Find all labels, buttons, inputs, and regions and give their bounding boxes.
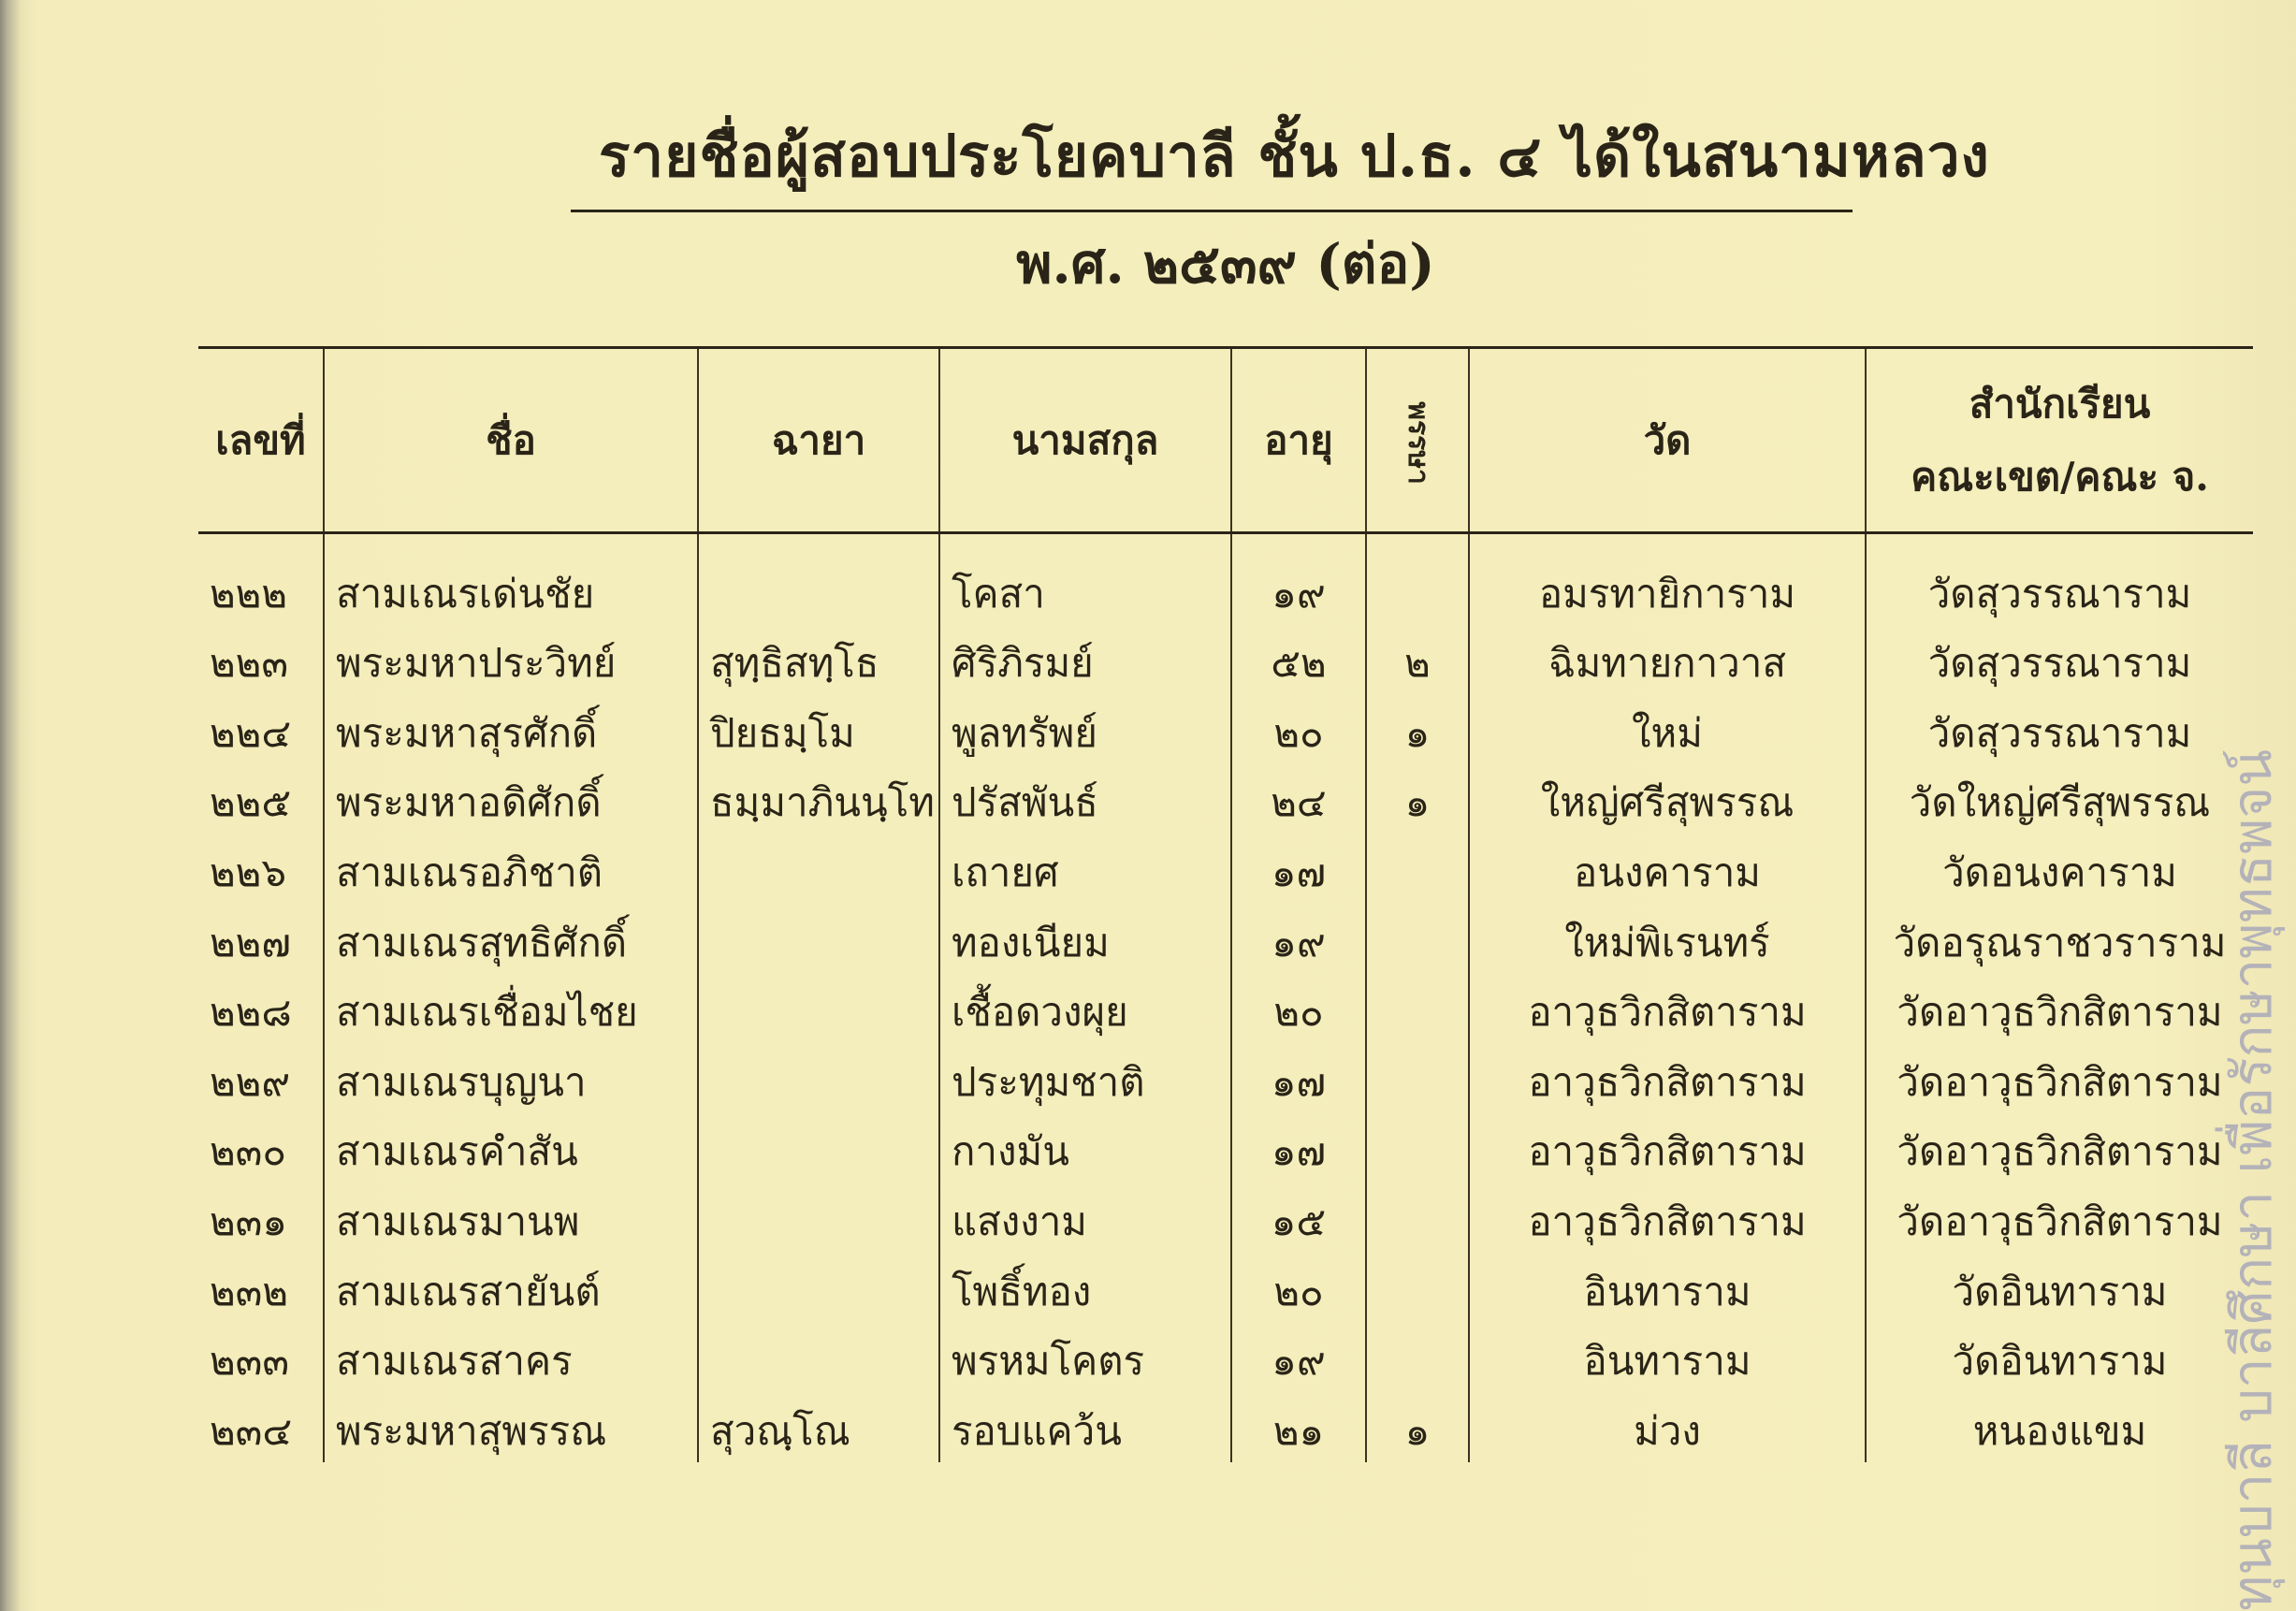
header-age: อายุ <box>1231 348 1366 533</box>
cell-age: ๑๙ <box>1231 904 1366 974</box>
table-row <box>198 1043 2253 1113</box>
table-row <box>198 1183 2253 1253</box>
header-school-line2: คณะเขต/คณะ จ. <box>1911 453 2209 500</box>
header-no: เลขที่ <box>198 348 324 533</box>
cell-alias <box>698 1253 939 1323</box>
cell-alias: สุวณฺโณ <box>698 1392 939 1462</box>
cell-name: สามเณรเชื่อมไชย <box>324 974 698 1044</box>
cell-school: วัดอรุณราชวราราม <box>1866 904 2253 974</box>
cell-alias: ธมฺมาภินนฺโท <box>698 764 939 835</box>
cell-age: ๑๙ <box>1231 533 1366 625</box>
cell-age: ๒๔ <box>1231 764 1366 835</box>
cell-no: ๒๓๑ <box>210 1197 288 1244</box>
cell-surname: เถายศ <box>939 834 1231 904</box>
cell-no: ๒๒๗ <box>210 919 291 965</box>
cell-temple: อาวุธวิกสิตาราม <box>1469 1043 1866 1113</box>
cell-age: ๑๗ <box>1231 834 1366 904</box>
cell-temple: อินทาราม <box>1469 1323 1866 1393</box>
cell-surname: ประทุมชาติ <box>939 1043 1231 1113</box>
cell-name: สามเณรสุทธิศักดิ์ <box>324 904 698 974</box>
cell-temple: อินทาราม <box>1469 1253 1866 1323</box>
cell-alias <box>698 834 939 904</box>
header-school <box>1866 348 2253 533</box>
cell-age: ๒๐ <box>1231 974 1366 1044</box>
cell-no: ๒๒๙ <box>210 1058 291 1105</box>
cell-alias <box>698 904 939 974</box>
cell-name: สามเณรสายันต์ <box>324 1253 698 1323</box>
cell-alias: สุทฺธิสทฺโธ <box>698 625 939 695</box>
cell-age: ๑๗ <box>1231 1113 1366 1183</box>
cell-alias <box>698 1183 939 1253</box>
cell-name: สามเณรอภิชาติ <box>324 834 698 904</box>
cell-no: ๒๓๐ <box>210 1128 287 1175</box>
cell-name: สามเณรมานพ <box>324 1183 698 1253</box>
cell-temple: อนงคาราม <box>1469 834 1866 904</box>
cell-grade: ๑ <box>1366 1392 1469 1462</box>
cell-school: วัดอาวุธวิกสิตาราม <box>1866 1113 2253 1183</box>
cell-grade <box>1366 1183 1469 1253</box>
cell-alias: ปิยธมฺโม <box>698 694 939 764</box>
table-row <box>198 694 2253 764</box>
cell-school: วัดอาวุธวิกสิตาราม <box>1866 974 2253 1044</box>
cell-temple: ฉิมทายกาวาส <box>1469 625 1866 695</box>
cell-age: ๑๙ <box>1231 1323 1366 1393</box>
cell-grade: ๑ <box>1366 694 1469 764</box>
cell-surname: พูลทรัพย์ <box>939 694 1231 764</box>
watermark-text: ทุนบาลี บาลีศึกษา เพื่อรักษาพุทธพจน์ <box>2220 748 2284 1611</box>
cell-temple: อมรทายิการาม <box>1469 533 1866 625</box>
header-surname: นามสกุล <box>939 348 1231 533</box>
cell-grade <box>1366 974 1469 1044</box>
cell-grade <box>1366 1043 1469 1113</box>
header-alias: ฉายา <box>698 348 939 533</box>
cell-no: ๒๒๘ <box>210 989 292 1036</box>
cell-grade: ๑ <box>1366 764 1469 835</box>
cell-surname: รอบแคว้น <box>939 1392 1231 1462</box>
table-row <box>198 533 2253 625</box>
cell-grade <box>1366 904 1469 974</box>
cell-temple: ใหม่พิเรนทร์ <box>1469 904 1866 974</box>
cell-no: ๒๒๕ <box>210 779 292 826</box>
table-header-row <box>198 348 2253 533</box>
cell-temple: อาวุธวิกสิตาราม <box>1469 1183 1866 1253</box>
cell-alias <box>698 974 939 1044</box>
table-row <box>198 1392 2253 1462</box>
cell-surname: โพธิ์ทอง <box>939 1253 1231 1323</box>
cell-grade: ๒ <box>1366 625 1469 695</box>
cell-name: สามเณรเด่นชัย <box>324 533 698 625</box>
cell-name: สามเณรสาคร <box>324 1323 698 1393</box>
cell-grade <box>1366 1253 1469 1323</box>
cell-surname: กางมัน <box>939 1113 1231 1183</box>
cell-age: ๑๗ <box>1231 1043 1366 1113</box>
table-row <box>198 625 2253 695</box>
cell-no: ๒๓๒ <box>210 1268 289 1314</box>
cell-school: วัดสุวรรณาราม <box>1866 625 2253 695</box>
cell-age: ๕๒ <box>1231 625 1366 695</box>
cell-grade <box>1366 533 1469 625</box>
table-row <box>198 834 2253 904</box>
cell-surname: ปรัสพันธ์ <box>939 764 1231 835</box>
cell-school: วัดอาวุธวิกสิตาราม <box>1866 1183 2253 1253</box>
cell-no: ๒๒๓ <box>210 640 289 687</box>
cell-no: ๒๓๓ <box>210 1338 290 1385</box>
cell-grade <box>1366 834 1469 904</box>
table-row <box>198 1323 2253 1393</box>
cell-school: วัดอินทาราม <box>1866 1253 2253 1323</box>
table-row <box>198 904 2253 974</box>
cell-surname: เชื้อดวงผุย <box>939 974 1231 1044</box>
cell-no: ๒๒๔ <box>210 709 292 756</box>
cell-school: วัดอนงคาราม <box>1866 834 2253 904</box>
cell-temple: ใหม่ <box>1469 694 1866 764</box>
cell-temple: ม่วง <box>1469 1392 1866 1462</box>
cell-alias <box>698 1043 939 1113</box>
cell-surname: โคสา <box>939 533 1231 625</box>
cell-name: สามเณรบุญนา <box>324 1043 698 1113</box>
cell-no: ๒๒๒ <box>210 570 288 617</box>
table-row <box>198 974 2253 1044</box>
table-row <box>198 1253 2253 1323</box>
page-subtitle: พ.ศ. ๒๕๓๙ (ต่อ) <box>1016 232 1435 296</box>
cell-school: หนองแขม <box>1866 1392 2253 1462</box>
cell-name: พระมหาสุรศักดิ์ <box>324 694 698 764</box>
cell-alias <box>698 1323 939 1393</box>
cell-name: สามเณรคำสัน <box>324 1113 698 1183</box>
title-underline <box>571 210 1853 212</box>
cell-surname: ทองเนียม <box>939 904 1231 974</box>
cell-age: ๒๐ <box>1231 1253 1366 1323</box>
table-row <box>198 1113 2253 1183</box>
cell-surname: ศิริภิรมย์ <box>939 625 1231 695</box>
cell-school: วัดสุวรรณาราม <box>1866 533 2253 625</box>
cell-school: วัดอินทาราม <box>1866 1323 2253 1393</box>
cell-no: ๒๒๖ <box>210 849 287 895</box>
header-grade <box>1366 348 1469 533</box>
cell-no: ๒๓๔ <box>210 1407 293 1454</box>
cell-temple: อาวุธวิกสิตาราม <box>1469 1113 1866 1183</box>
cell-name: พระมหาประวิทย์ <box>324 625 698 695</box>
exam-results-table <box>198 346 2253 1462</box>
header-school-line1: สำนักเรียน <box>1969 380 2151 427</box>
cell-school: วัดสุวรรณาราม <box>1866 694 2253 764</box>
cell-alias <box>698 1113 939 1183</box>
cell-surname: พรหมโคตร <box>939 1323 1231 1393</box>
cell-temple: อาวุธวิกสิตาราม <box>1469 974 1866 1044</box>
header-temple: วัด <box>1469 348 1866 533</box>
cell-temple: ใหญ่ศรีสุพรรณ <box>1469 764 1866 835</box>
cell-age: ๒๑ <box>1231 1392 1366 1462</box>
cell-school: วัดใหญ่ศรีสุพรรณ <box>1866 764 2253 835</box>
cell-age: ๒๐ <box>1231 694 1366 764</box>
page-title: รายชื่อผู้สอบประโยคบาลี ชั้น ป.ธ. ๔ ได้ในสนามหลวง <box>599 122 1990 190</box>
cell-grade <box>1366 1113 1469 1183</box>
cell-alias <box>698 533 939 625</box>
cell-name: พระมหาสุพรรณ <box>324 1392 698 1462</box>
table-row <box>198 764 2253 835</box>
cell-name: พระมหาอดิศักดิ์ <box>324 764 698 835</box>
cell-school: วัดอาวุธวิกสิตาราม <box>1866 1043 2253 1113</box>
header-grade-label: พรรษา <box>1401 401 1434 485</box>
cell-grade <box>1366 1323 1469 1393</box>
cell-age: ๑๕ <box>1231 1183 1366 1253</box>
header-name: ชื่อ <box>324 348 698 533</box>
cell-surname: แสงงาม <box>939 1183 1231 1253</box>
